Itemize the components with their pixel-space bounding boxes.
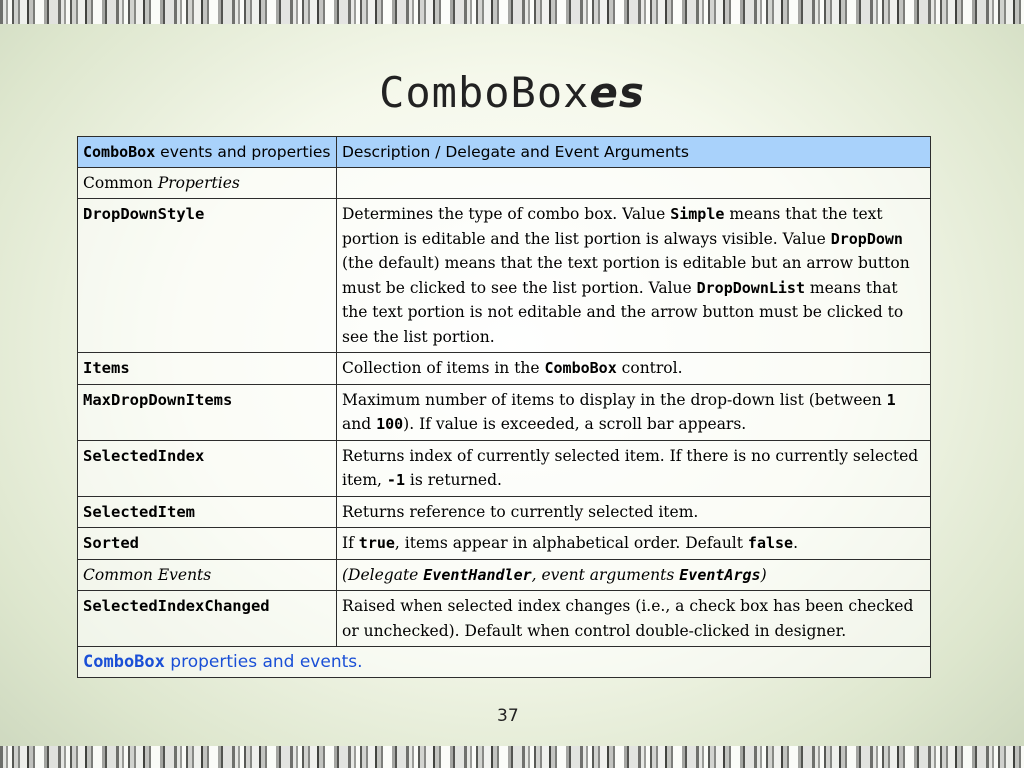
desc-text: If (342, 534, 359, 552)
desc-code: ComboBox (544, 359, 617, 377)
top-decorative-strip (0, 0, 1024, 24)
property-description-cell (337, 353, 931, 385)
desc-text: , items appear in alphabetical order. Default (394, 534, 748, 552)
caption-code: ComboBox (83, 652, 165, 672)
section-events-label: Common Events (83, 565, 212, 584)
property-name: Sorted (83, 534, 139, 552)
event-description-cell (337, 591, 931, 647)
desc-code: DropDownList (696, 278, 805, 297)
table-row (78, 384, 931, 440)
property-name-cell (78, 440, 337, 496)
event-name: SelectedIndexChanged (83, 597, 270, 615)
table-row (78, 496, 931, 528)
section-row-common-events (78, 559, 931, 591)
table-caption (78, 647, 931, 678)
desc-text: (the default) means that the text portion is editable but an arrow button must be clicked to see the list portion. Value (342, 254, 910, 297)
desc-text: Raised when selected index changes (i.e., a check box has been checked or unchecked). Default when control double-clicked in designer. (342, 597, 914, 640)
slide-title-suffix: es (589, 68, 645, 117)
desc-text: Determines the type of combo box. Value (342, 205, 671, 223)
header-col1-text: events and properties (155, 143, 331, 161)
desc-code: DropDown (830, 229, 903, 248)
combobox-properties-table (77, 136, 931, 678)
header-combobox-code: ComboBox (83, 143, 156, 161)
slide-title (0, 68, 1024, 117)
desc-text: means that the text portion is not editable and the arrow button must be clicked to see the list portion. (342, 278, 904, 346)
property-name-cell (78, 353, 337, 385)
property-description-cell (337, 384, 931, 440)
property-name: SelectedIndex (83, 446, 205, 465)
desc-text: Collection of items in the (342, 359, 545, 377)
section-prefix: Common (83, 174, 158, 192)
property-name-cell (78, 384, 337, 440)
caption-text: properties and events. (164, 652, 363, 672)
desc-code: 100 (376, 415, 404, 433)
desc-text: Returns reference to currently selected item. (342, 502, 699, 521)
desc-text: means that the text portion is editable and the list portion is always visible. Value (342, 205, 883, 248)
desc-code: EventHandler (423, 565, 532, 584)
property-name: MaxDropDownItems (83, 390, 233, 409)
section-label-cell (78, 168, 337, 199)
property-name-cell (78, 528, 337, 560)
desc-code: false (747, 534, 794, 552)
property-name: Items (83, 359, 130, 377)
property-name-cell (78, 199, 337, 353)
property-name: DropDownStyle (83, 205, 205, 223)
desc-text: Returns index of currently selected item. If there is no currently selected item, (342, 446, 919, 489)
header-cell-properties (78, 137, 337, 168)
desc-code: true (358, 534, 395, 552)
property-description-cell (337, 440, 931, 496)
desc-text: Maximum number of items to display in the drop-down list (between (342, 390, 887, 409)
header-cell-description (337, 137, 931, 168)
section-row-common-properties (78, 168, 931, 199)
desc-text: (Delegate (342, 565, 424, 584)
bottom-decorative-strip (0, 746, 1024, 768)
slide-title-main: ComboBox (379, 68, 590, 117)
table-row (78, 440, 931, 496)
property-description-cell (337, 496, 931, 528)
event-name-cell (78, 591, 337, 647)
desc-text: ). If value is exceeded, a scroll bar appears. (403, 415, 747, 433)
desc-code: -1 (386, 471, 405, 489)
table-row (78, 591, 931, 647)
desc-text: is returned. (404, 471, 502, 489)
property-description-cell (337, 199, 931, 353)
desc-text: and (342, 415, 377, 433)
header-col2-text: Description / Delegate and Event Arguments (342, 143, 689, 161)
desc-text: . (793, 534, 799, 552)
page-number: 37 (497, 706, 519, 726)
desc-code: 1 (886, 390, 896, 409)
caption-row (78, 647, 931, 678)
table-row (78, 199, 931, 353)
property-description-cell (337, 528, 931, 560)
section-events-description (337, 559, 931, 591)
desc-code: Simple (670, 205, 725, 223)
table-row (78, 353, 931, 385)
desc-text: , event arguments (531, 565, 680, 584)
property-name: SelectedItem (83, 502, 195, 521)
table-header-row (78, 137, 931, 168)
table-row (78, 528, 931, 560)
property-name-cell (78, 496, 337, 528)
section-label-cell (78, 559, 337, 591)
section-italic: Properties (157, 174, 240, 192)
desc-code: EventArgs (679, 565, 761, 584)
desc-text: control. (616, 359, 683, 377)
section-empty-cell (337, 168, 931, 199)
desc-text: ) (760, 565, 767, 584)
